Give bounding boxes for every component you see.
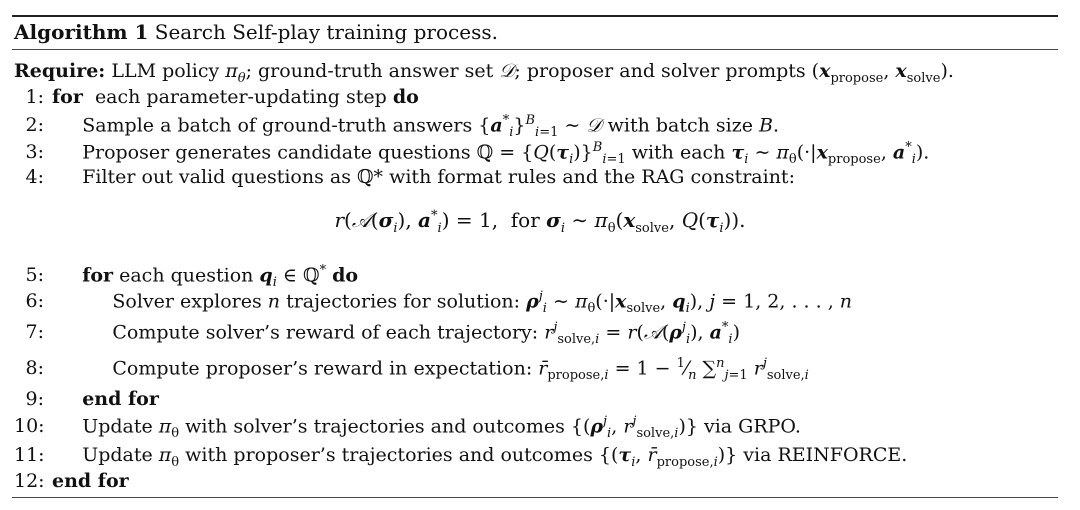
require-line: Require: LLM policy $\pi_\theta$; ground-truth answer set 𝒟; proposer and solver prompts ($x_{propose}$, $x_{solve}$).	[14, 60, 954, 86]
line-number: 5:	[25, 264, 44, 287]
line-number: 3:	[25, 141, 44, 164]
line-number: 1:	[25, 86, 44, 108]
algorithm-caption: Search Self-play training process.	[154, 20, 498, 44]
require-keyword: Require:	[14, 60, 106, 82]
line-number: 6:	[25, 290, 44, 313]
algo-line-5: 5: for each question $q_i$ ∈ ℚ* do	[14, 263, 358, 290]
line-number: 10:	[14, 415, 45, 438]
line-text: end for	[82, 388, 159, 410]
algo-line-6: 6: Solver explores n trajectories for solution: $\rho^j_i$ ∼ $\pi_\theta(\cdot|x_{solve}$, $q_i$), j = 1, 2, . . . , n	[14, 289, 852, 316]
line-text: end for	[52, 470, 129, 492]
algo-line-1: 1: for each parameter-updating step do	[14, 86, 419, 108]
algo-line-11: 11: Update $\pi_\theta$ with proposer’s trajectories and outcomes {($\tau_i$, $r̄_{propose,i}$)} via REINFORCE.	[14, 444, 908, 470]
algo-line-8: 8: Compute proposer’s reward in expectation: $r̄_{propose,i} = 1$ − $^1⁄_n$ ∑$^n_{j=1}$ $r^j_{solve,i}$	[14, 356, 809, 383]
algo-line-10: 10: Update $\pi_\theta$ with solver’s trajectories and outcomes {($\rho^j_i$, $r^j_{solve,i}$)} via GRPO.	[14, 414, 801, 442]
algo-line-4	[14, 166, 795, 188]
line-number: 9:	[25, 388, 44, 410]
algo-line-3: 3: Proposer generates candidate questions ℚ = $\{Q(\tau_i)\}^B_{i=1}$ with each $\tau_i$ ∼ $\pi_\theta(\cdot|x_{propose}$, $a^*_i$).	[14, 140, 929, 167]
line-number: 2:	[25, 114, 44, 137]
algo-line-12	[14, 470, 129, 492]
top-rule	[12, 15, 1058, 17]
line-number: 7:	[25, 321, 44, 344]
line-text: Filter out valid questions as ℚ* with format rules and the RAG constraint:	[82, 166, 795, 188]
line-number: 11:	[14, 444, 45, 466]
header-rule	[12, 49, 1058, 50]
line-number: 4:	[25, 166, 44, 188]
bottom-rule	[12, 497, 1058, 498]
algo-line-2: 2: Sample a batch of ground-truth answers $\{a^*_i\}^B_{i=1}$ ∼ 𝒟 with batch size B.	[14, 113, 779, 140]
algo-line-7: 7: Compute solver’s reward of each trajectory: $r^j_{solve,i}$ = $r(𝒜(\rho^j_i)$, $a^*_i$)	[14, 320, 740, 347]
algorithm-title	[14, 20, 498, 44]
algo-line-9	[14, 388, 159, 410]
line-number: 12:	[14, 470, 45, 492]
rag-constraint-equation: $r(𝒜(\sigma_i)$, $a^*_i) = 1$, for $\sigma_i$ ∼ $\pi_\theta(x_{solve}$, $Q(\tau_i)$).	[334, 208, 746, 236]
algorithm-label: Algorithm 1	[14, 20, 149, 44]
line-number: 8:	[25, 357, 44, 380]
